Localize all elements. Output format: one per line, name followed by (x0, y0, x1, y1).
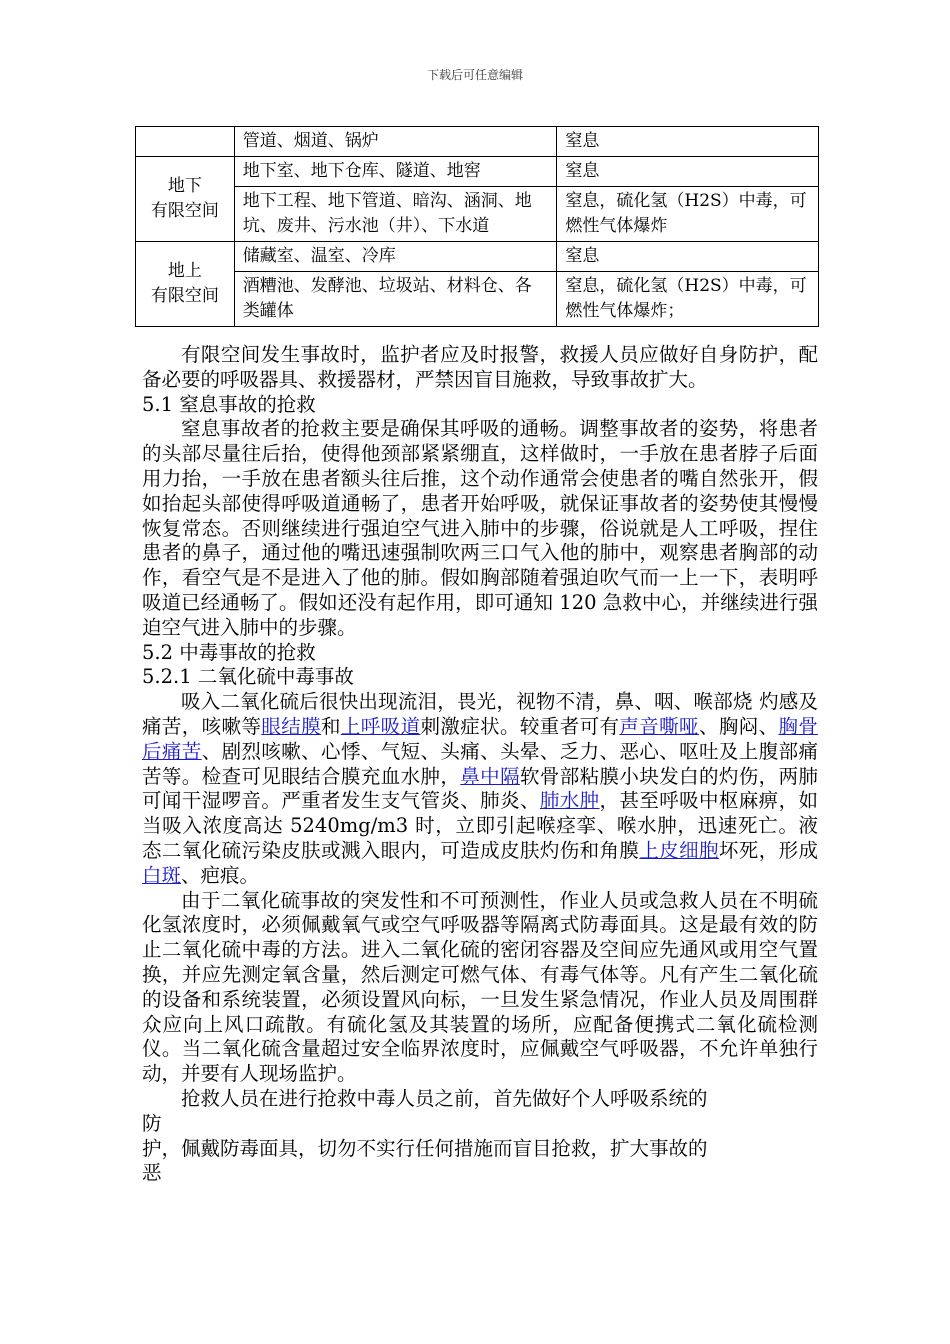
text-run: 刺激症状。较重者可有 (420, 714, 620, 738)
paragraph-rescuer-line3: 护，佩戴防毒面具，切勿不实行任何措施而盲目抢救，扩大事故的 (142, 1136, 708, 1160)
table-cell-empty (136, 127, 235, 157)
text-run: 坏死，形成 (718, 838, 818, 862)
table-cell-item: 储藏室、温室、冷库 (234, 242, 557, 272)
link-conjunctiva[interactable]: 眼结膜 (261, 714, 322, 738)
group-label-aboveground (136, 242, 235, 327)
group-label-underground (136, 157, 235, 242)
paragraph-so2-prevention: 由于二氧化硫事故的突发性和不可预测性，作业人员或急救人员在不明硫化氢浓度时，必须佩戴氧气或空气呼吸器等隔离式防毒面具。这是最有效的防止二氧化硫中毒的方法。进入二氧化硫的密闭容器及空间应先通风或用空气置换，并应先测定氧含量，然后测定可燃气体、有毒气体等。凡有产生二氧化硫的设备和系统装置，必须设置风向标，一旦发生紧急情况，作业人员及周围群众应向上风口疏散。有硫化氢及其装置的场所，应配备便携式二氧化硫检测仪。当二氧化硫含量超过安全临界浓度时，应佩戴空气呼吸器，不允许单独行动，并要有人现场监护。 (142, 888, 818, 1086)
group-label-line1: 地上 (167, 261, 202, 281)
group-label-line1: 地下 (167, 176, 202, 196)
link-hoarseness[interactable]: 声音嘶哑 (619, 714, 699, 738)
paragraph-suffocation: 窒息事故者的抢救主要是确保其呼吸的通畅。调整事故者的姿势，将患者的头部尽量往后抬，使得他颈部紧紧绷直，这样做时，一手放在患者脖子后面用力抬，一手放在患者额头往后推，这个动作通常会使患者的嘴自然张开，假如抬起头部使得呼吸道通畅了，患者开始呼吸，就保证事故者的姿势使其慢慢恢复常态。否则继续进行强迫空气进入肺中的步骤，俗说就是人工呼吸，捏住患者的鼻子，通过他的嘴迅速强制吹两三口气入他的肺中，观察患者胸部的动作，看空气是不是进入了他的肺。假如胸部随着强迫吹气而一上一下，表明呼吸道已经通畅了。假如还没有起作用，即可通知 120 急救中心，并继续进行强迫空气进入肺中的步骤。 (142, 417, 818, 639)
link-epithelial-cells[interactable]: 上皮细胞 (639, 838, 719, 862)
group-label-line2: 有限空间 (150, 201, 219, 221)
table-cell-hazard: 窒息，硫化氢（H2S）中毒，可燃性气体爆炸 (557, 187, 819, 242)
table-cell-item: 地下工程、地下管道、暗沟、涵洞、地坑、废井、污水池（井）、下水道 (234, 187, 557, 242)
paragraph-rescuer-line4: 恶 (142, 1161, 162, 1185)
table-row (136, 187, 819, 242)
section-heading-5-2-1: 5.2.1 二氧化硫中毒事故 (142, 665, 354, 689)
section-heading-5-2: 5.2 中毒事故的抢救 (142, 640, 316, 664)
table-cell-hazard: 窒息 (557, 127, 819, 157)
paragraph-rescuer-line2: 防 (142, 1111, 162, 1135)
table-row (136, 272, 819, 327)
document-body (142, 343, 818, 1186)
link-pulmonary-edema[interactable]: 肺水肿 (539, 789, 600, 813)
table-row (136, 157, 819, 187)
table-row (136, 242, 819, 272)
page-header: 下载后可任意编辑 (426, 68, 523, 82)
table-cell-item: 酒糟池、发酵池、垃圾站、材料仓、各类罐体 (234, 272, 557, 327)
table-cell-hazard: 窒息 (557, 157, 819, 187)
text-run: 软骨部粘膜小块发白的灼伤，两肺可闻干湿啰音。严重者发生支气管炎、肺炎、 (142, 764, 818, 813)
table-row (136, 127, 819, 157)
link-leukoplakia[interactable]: 白斑 (142, 863, 182, 887)
hazard-table (135, 126, 819, 327)
section-heading-5-1: 5.1 窒息事故的抢救 (142, 392, 316, 416)
text-run: 、胸闷、 (698, 714, 779, 738)
text-run: 吸入二氧化硫后很快出现流泪，畏光，视物不清，鼻、咽、喉部烧 灼感及痛苦，咳嗽等 (142, 690, 818, 738)
table-cell-hazard: 窒息，硫化氢（H2S）中毒，可燃性气体爆炸； (557, 272, 819, 327)
text-run: ，甚至呼吸中枢麻痹，如当吸入浓度高达 5240mg/m3 时，立即引起喉痉挛、喉水肿，迅速死亡。液态二氧化硫污染皮肤或溅入眼内，可造成皮肤灼伤和角膜 (142, 789, 818, 862)
link-upper-airway[interactable]: 上呼吸道 (340, 714, 421, 738)
text-run: 、疤痕。 (181, 863, 260, 887)
paragraph-rescue-intro: 有限空间发生事故时，监护者应及时报警，救援人员应做好自身防护，配备必要的呼吸器具、救援器材，严禁因盲目施救，导致事故扩大。 (142, 343, 818, 391)
link-retrosternal-pain[interactable]: 胸骨后痛苦 (142, 714, 818, 763)
table-cell-hazard: 窒息 (557, 242, 819, 272)
text-run: 、剧烈咳嗽、心悸、气短、头痛、头晕、乏力、恶心、呕吐及上腹部痛苦等。检查可见眼结合膜充血水肿， (142, 739, 818, 788)
paragraph-so2-symptoms (142, 690, 818, 888)
table-cell-item: 地下室、地下仓库、隧道、地窖 (234, 157, 557, 187)
paragraph-rescuer-line1: 抢救人员在进行抢救中毒人员之前，首先做好个人呼吸系统的 (181, 1086, 708, 1110)
group-label-line2: 有限空间 (150, 286, 219, 306)
table-cell-item: 管道、烟道、锅炉 (234, 127, 557, 157)
text-run: 和 (321, 714, 341, 738)
link-nasal-septum[interactable]: 鼻中隔 (460, 764, 520, 788)
